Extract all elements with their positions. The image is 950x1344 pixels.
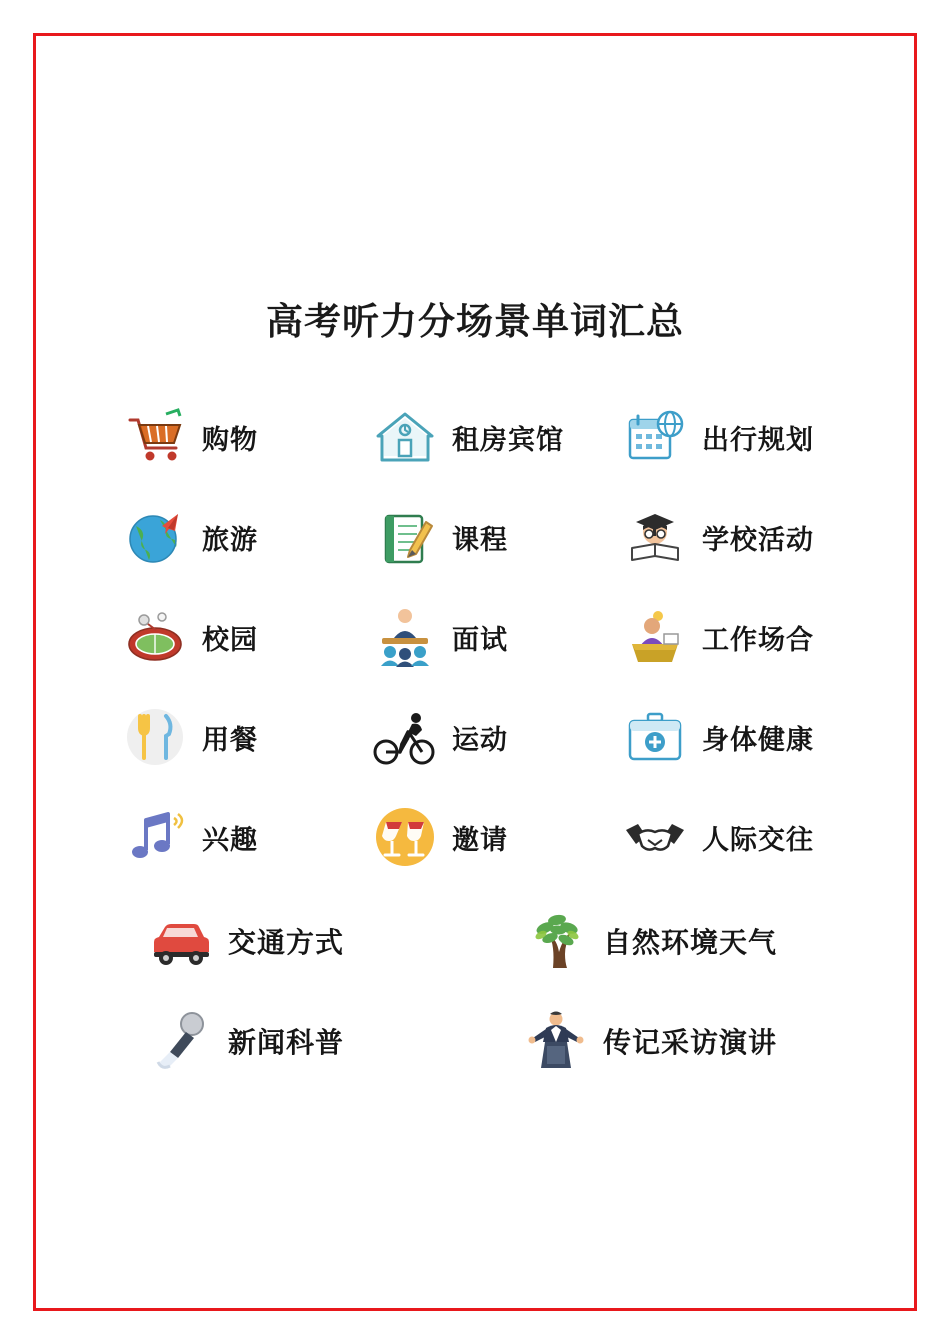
list-item[interactable] — [350, 387, 600, 487]
list-item[interactable] — [350, 487, 600, 587]
list-item-label: 校园 — [202, 624, 258, 655]
list-item-label: 课程 — [452, 524, 508, 555]
list-item-label: 旅游 — [202, 524, 258, 555]
house-icon — [372, 404, 438, 470]
list-item-label: 运动 — [452, 724, 508, 755]
list-item-label: 交通方式 — [228, 927, 345, 958]
calendar-globe-icon — [622, 404, 688, 470]
list-item[interactable] — [100, 787, 350, 887]
first-aid-kit-icon — [622, 704, 688, 770]
list-item-label: 面试 — [452, 624, 508, 655]
list-item[interactable] — [600, 687, 850, 787]
cyclist-icon — [372, 704, 438, 770]
notebook-pencil-icon — [372, 504, 438, 570]
interview-icon — [372, 604, 438, 670]
globe-airplane-icon — [122, 504, 188, 570]
list-item-label: 工作场合 — [702, 624, 814, 655]
car-icon — [148, 908, 214, 974]
cheers-glasses-icon — [372, 804, 438, 870]
list-item[interactable] — [350, 787, 600, 887]
list-item[interactable] — [600, 487, 850, 587]
list-item-label: 身体健康 — [702, 724, 814, 755]
list-item-label: 新闻科普 — [228, 1027, 345, 1058]
scenario-grid-two-column — [36, 891, 914, 1091]
stadium-icon — [122, 604, 188, 670]
list-item[interactable] — [100, 991, 475, 1091]
list-item-label: 自然环境天气 — [603, 927, 778, 958]
music-note-icon — [122, 804, 188, 870]
handshake-icon — [622, 804, 688, 870]
list-item-label: 学校活动 — [702, 524, 814, 555]
page-title: 高考听力分场景单词汇总 — [266, 301, 684, 342]
list-item[interactable] — [100, 487, 350, 587]
list-item-label: 购物 — [202, 424, 258, 455]
list-item-label: 传记采访演讲 — [603, 1027, 778, 1058]
list-item[interactable] — [600, 587, 850, 687]
list-item-label: 租房宾馆 — [452, 424, 564, 455]
page-content — [36, 36, 914, 1308]
tree-icon — [523, 908, 589, 974]
list-item-label: 出行规划 — [702, 424, 814, 455]
shopping-cart-icon — [122, 404, 188, 470]
office-desk-icon — [622, 604, 688, 670]
list-item[interactable] — [100, 587, 350, 687]
list-item-label: 兴趣 — [202, 824, 258, 855]
list-item[interactable] — [100, 891, 475, 991]
scenario-grid-three-column — [36, 387, 914, 887]
list-item[interactable] — [100, 687, 350, 787]
list-item[interactable] — [600, 387, 850, 487]
list-item[interactable] — [350, 687, 600, 787]
list-item[interactable] — [350, 587, 600, 687]
list-item-label: 邀请 — [452, 824, 508, 855]
graduate-book-icon — [622, 504, 688, 570]
list-item[interactable] — [100, 387, 350, 487]
list-item-label: 人际交往 — [702, 824, 814, 855]
fork-knife-icon — [122, 704, 188, 770]
list-item[interactable] — [600, 787, 850, 887]
list-item-label: 用餐 — [202, 724, 258, 755]
microphone-icon — [148, 1008, 214, 1074]
list-item[interactable] — [475, 991, 850, 1091]
document-page — [33, 33, 917, 1311]
speaker-podium-icon — [523, 1008, 589, 1074]
list-item[interactable] — [475, 891, 850, 991]
